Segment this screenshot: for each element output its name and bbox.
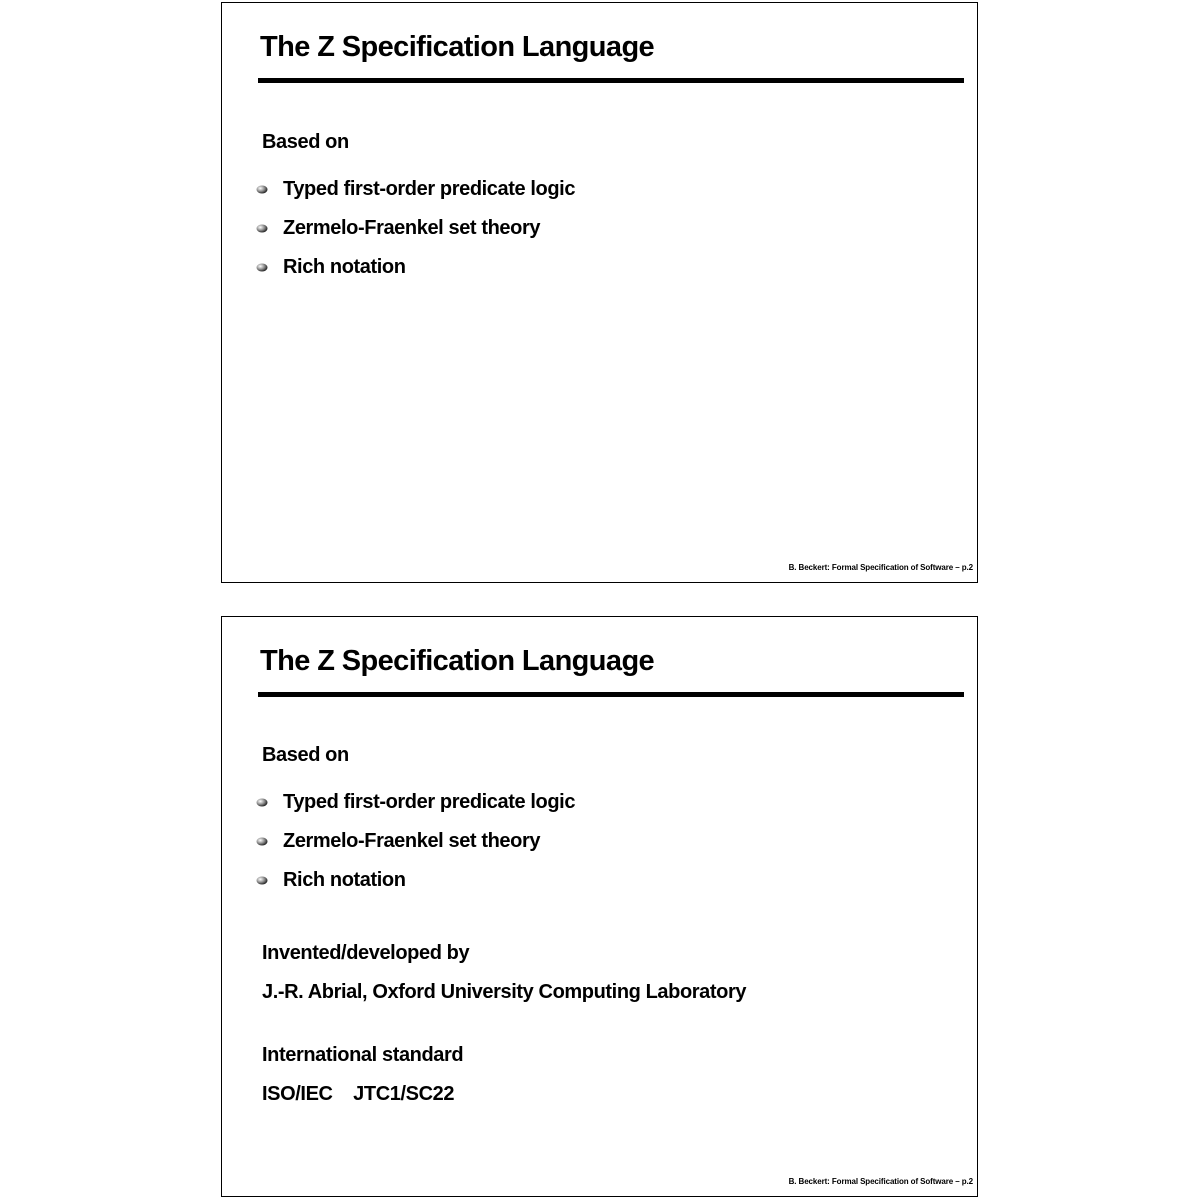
sphere-bullet-icon (256, 836, 268, 846)
title-rule (258, 692, 964, 697)
invented-label: Invented/developed by (262, 942, 470, 964)
based-on-label: Based on (262, 131, 349, 153)
standard-value: ISO/IEC JTC1/SC22 (262, 1083, 455, 1105)
title-rule (258, 78, 964, 83)
sphere-bullet-icon (256, 875, 268, 885)
bullet-label: Zermelo-Fraenkel set theory (283, 217, 541, 239)
bullet-label: Typed first-order predicate logic (283, 178, 576, 200)
sphere-bullet-icon (256, 184, 268, 194)
sphere-bullet-icon (256, 223, 268, 233)
slide-2 (221, 616, 978, 1197)
slide-title: The Z Specification Language (260, 31, 655, 63)
invented-value: J.-R. Abrial, Oxford University Computing Laboratory (262, 981, 747, 1003)
slide-footer: B. Beckert: Formal Specification of Software – p.2 (788, 563, 973, 572)
bullet-label: Zermelo-Fraenkel set theory (283, 830, 541, 852)
sphere-bullet-icon (256, 262, 268, 272)
slide-footer: B. Beckert: Formal Specification of Software – p.2 (788, 1177, 973, 1186)
bullet-label: Rich notation (283, 869, 406, 891)
sphere-bullet-icon (256, 797, 268, 807)
slide-1 (221, 2, 978, 583)
based-on-label: Based on (262, 744, 349, 766)
standard-label: International standard (262, 1044, 464, 1066)
bullet-label: Rich notation (283, 256, 406, 278)
slide-title: The Z Specification Language (260, 645, 655, 677)
bullet-label: Typed first-order predicate logic (283, 791, 576, 813)
